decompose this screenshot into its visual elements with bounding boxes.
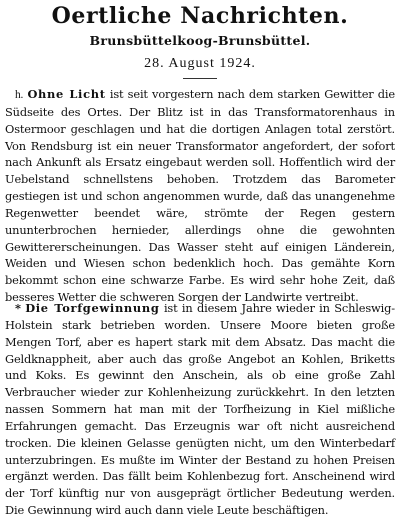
paragraph-lead: Ohne Licht	[27, 87, 106, 101]
paragraph-marker: *	[15, 301, 21, 315]
paragraph-text: ist in diesem Jahre wieder in Schleswig-Holstein stark betrieben worden. Unsere Moore bieten große Mengen Torf, aber es hapert stark mit dem Absatz. Das macht die Geldknappheit, aber auch das große Angebot an Kohlen, Briketts und Koks. Es gewinnt den Anschein, als ob eine große Zahl Verbraucher wieder zur Kohlenheizung zurückkehrt. In den letzten nassen Sommern hat man mit der Torfheizung in Kiel mißliche Erfahrungen gemacht. Das Erzeugnis war oft nicht ausreichend trocken. Die kleinen Gelasse genügten nicht, um den Winterbedarf unterzubringen. Es mußte im Winter der Bestand zu hohen Preisen ergänzt werden. Das fällt beim Kohlenbezug fort. Anscheinend wird der Torf künftig nur von ausgeprägt örtlicher Bedeutung werden. Die Gewinnung wird auch dann viele Leute beschäftigen.	[5, 301, 395, 518]
author-signature: h.	[15, 89, 24, 101]
divider-rule	[183, 78, 217, 79]
paragraph-text: ist seit vorgestern nach dem starken Gewitter die Südseite des Ortes. Der Blitz ist in das Transformatorenhaus in Ostermoor geschlagen und hat die dortigen Anlagen total zerstört. Von Rendsburg ist ein neuer Transformator angefordert, der sofort nach Ankunft als Ersatz eingebaut werden soll. Hoffentlich wird der Uebelstand schnellstens behoben. Trotzdem das Barometer gestiegen ist und schon angenommen wurde, daß das unangenehme Regenwetter beendet wäre, strömte der Regen gestern ununterbrochen hernieder, allerdings ohne die gewohnten Gewittererscheinungen. Das Wasser steht auf einigen Länderein, Weiden und Wiesen schon bedenklich hoch. Das gemähte Korn bekommt schon eine schwarze Farbe. Es wird sehr hohe Zeit, daß besseres Wetter die schweren Sorgen der Landwirte vertreibt.	[5, 87, 395, 305]
issue-date: 28. August 1924.	[144, 56, 256, 71]
paragraph-lead: Die Torfgewinnung	[25, 301, 160, 315]
dateline: Brunsbüttelkoog-Brunsbüttel.	[89, 33, 311, 48]
paragraph-power-outage	[5, 86, 395, 306]
paragraph-peat-extraction	[5, 300, 395, 519]
headline: Oertliche Nachrichten.	[51, 3, 349, 29]
